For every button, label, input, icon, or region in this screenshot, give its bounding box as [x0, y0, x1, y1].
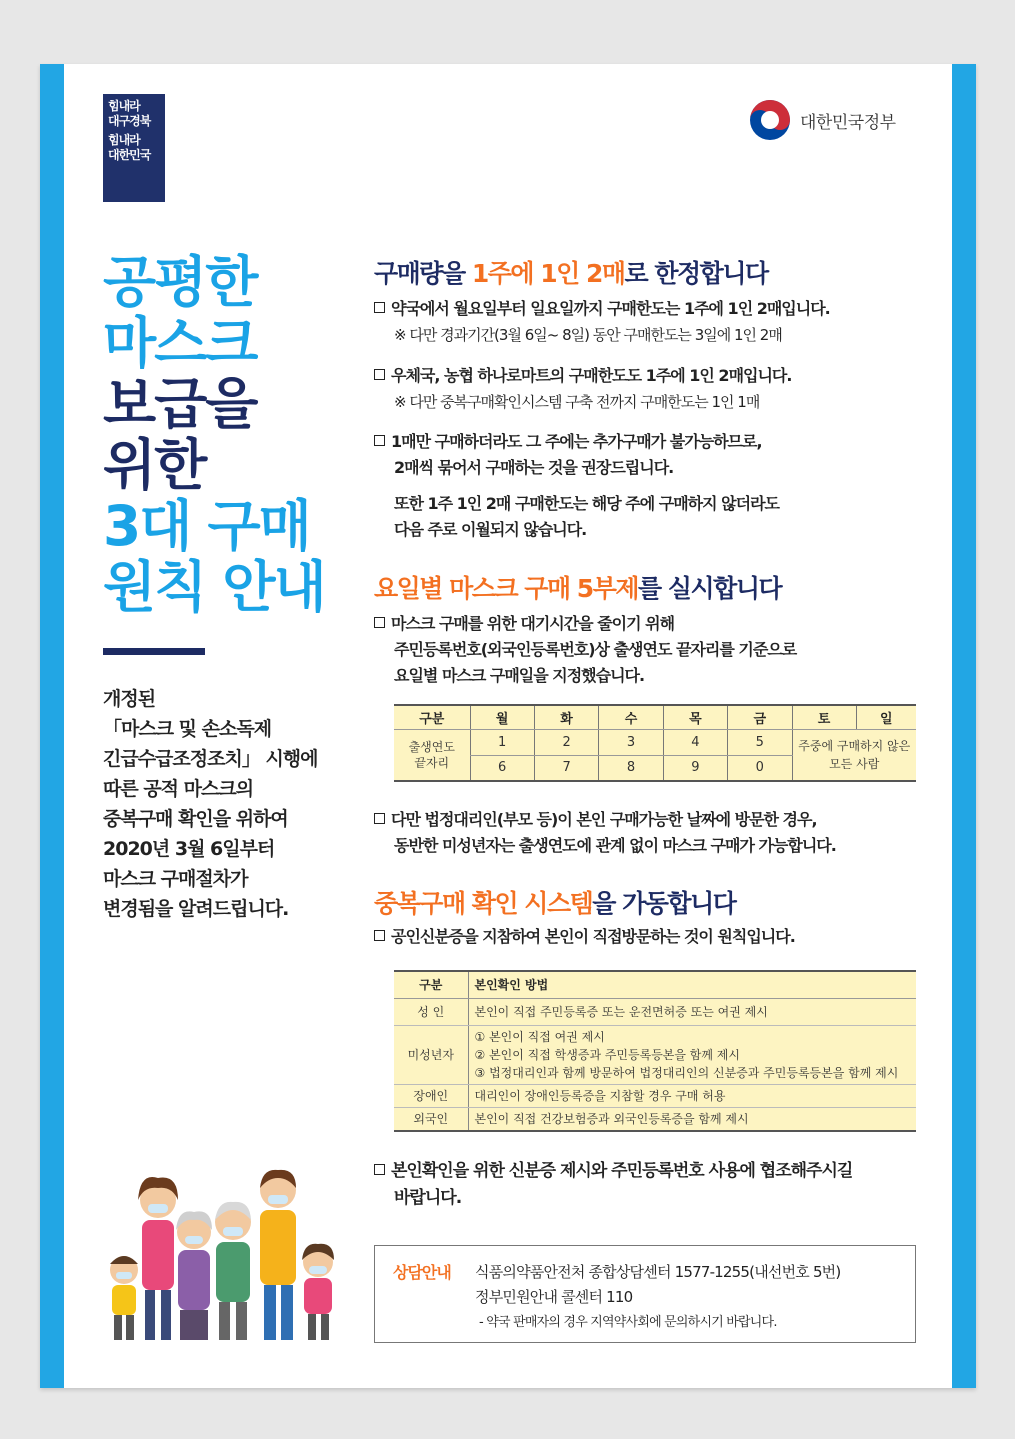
table-cell: 본인이 직접 주민등록증 또는 운전면허증 또는 여권 제시	[468, 998, 916, 1025]
row-label	[394, 729, 470, 781]
bullet-text: 1매만 구매하더라도 그 주에는 추가구매가 불가능하므로,	[391, 432, 762, 451]
table-row	[394, 998, 916, 1025]
section-purchase-limit	[374, 254, 919, 543]
intro-line: 개정된	[103, 688, 156, 710]
method-line: ① 본인이 직접 여권 제시	[474, 1029, 605, 1044]
intro-line: 중복구매 확인을 위하여	[103, 808, 288, 830]
table-row	[394, 1084, 916, 1107]
heading-part: 를 실시합니다	[638, 574, 782, 603]
bullet-item	[374, 1158, 919, 1185]
bullet-text: 약국에서 월요일부터 일요일까지 구매한도는 1주에 1인 2매입니다.	[391, 299, 830, 318]
bullet-note: ※ 다만 중복구매확인시스템 구축 전까지 구매한도는 1인 1매	[394, 393, 760, 411]
contact-line: 정부민원안내 콜센터 110	[475, 1288, 633, 1306]
heading-part: 로 한정합니다	[624, 259, 768, 288]
table-row	[394, 1107, 916, 1131]
table-cell: 외국인	[394, 1107, 468, 1131]
bullet-item	[374, 296, 919, 322]
table-cell: 8	[599, 755, 663, 781]
grandmother-figure	[176, 1211, 212, 1340]
table-header: 구분	[394, 705, 470, 729]
bullet-text: 마스크 구매를 위한 대기시간을 줄이기 위해	[391, 614, 675, 633]
table-header-row	[394, 705, 916, 729]
table-cell: 성 인	[394, 998, 468, 1025]
bullet-text: 주민등록번호(외국인등록번호)상 출생연도 끝자리를 기준으로	[394, 640, 797, 659]
title-divider	[103, 648, 205, 655]
weekday-table	[394, 704, 916, 782]
table-header: 금	[728, 705, 792, 729]
row-label-line: 끝자리	[414, 755, 450, 770]
title-line: 마스크	[103, 311, 257, 375]
father-figure	[260, 1170, 296, 1340]
intro-line: 마스크 구매절차가	[103, 868, 248, 890]
bullet-text: 요일별 마스크 구매일을 지정했습니다.	[394, 666, 645, 685]
weekend-line: 모든 사람	[829, 756, 880, 771]
main-title	[103, 252, 325, 618]
section-heading	[374, 254, 919, 290]
intro-line: 「마스크 및 손소독제	[103, 718, 272, 740]
title-line: 원칙 안내	[103, 555, 325, 619]
checkbox-icon	[374, 813, 385, 824]
heading-part: 요일별 마스크 구매 5부제	[374, 574, 639, 603]
table-cell: 6	[470, 755, 534, 781]
title-line: 공평한	[103, 250, 257, 314]
heading-part: 중복구매 확인 시스템	[374, 889, 593, 918]
bullet-text: 다만 법정대리인(부모 등)이 본인 구매가능한 날짜에 방문한 경우,	[391, 810, 817, 829]
table-header: 목	[663, 705, 727, 729]
table-header: 일	[856, 705, 916, 729]
child-left-figure	[110, 1256, 138, 1340]
contact-line: 식품의약품안전처 종합상담센터 1577-1255(내선번호 5번)	[475, 1263, 841, 1281]
bullet-note: ※ 다만 경과기간(3월 6일~ 8일) 동안 구매한도는 3일에 1인 2매	[394, 326, 782, 344]
heading-part: 1주에 1인 2매	[471, 259, 625, 288]
table-cell: 2	[534, 729, 598, 755]
bullet-text: 동반한 미성년자는 출생연도에 관계 없이 마스크 구매가 가능합니다.	[394, 836, 836, 855]
bullet-item	[374, 429, 919, 455]
table-cell: 4	[663, 729, 727, 755]
title-line: 위한	[103, 433, 206, 497]
table-header: 월	[470, 705, 534, 729]
checkbox-icon	[374, 435, 385, 446]
heading-part: 을 가동합니다	[592, 889, 736, 918]
intro-text	[103, 684, 343, 924]
taegeuk-icon	[748, 98, 792, 142]
intro-line: 긴급수급조정조치」 시행에	[103, 748, 318, 770]
logo-line: 힘내라	[108, 99, 140, 113]
title-line: 보급을	[103, 372, 257, 436]
table-row	[394, 1025, 916, 1084]
table-header-row	[394, 971, 916, 998]
checkbox-icon	[374, 617, 385, 628]
section-heading	[374, 569, 919, 605]
table-row	[394, 729, 916, 755]
checkbox-icon	[374, 1164, 385, 1175]
bullet-item	[374, 924, 919, 950]
right-accent-bar	[952, 64, 976, 1388]
section-heading	[374, 884, 919, 920]
bullet-text: 본인확인을 위한 신분증 제시와 주민등록번호 사용에 협조해주시길	[391, 1161, 853, 1181]
bullet-text: 2매씩 묶어서 구매하는 것을 권장드립니다.	[394, 458, 674, 477]
bullet-item	[374, 611, 919, 637]
section-duplicate-check	[374, 884, 919, 950]
table-header: 구분	[394, 971, 468, 998]
method-line: ③ 법정대리인과 함께 방문하여 법정대리인의 신분증과 주민등록등본을 함께 제시	[474, 1065, 899, 1080]
bullet-text: 공인신분증을 지참하여 본인이 직접방문하는 것이 원칙입니다.	[391, 927, 795, 946]
contact-lines	[475, 1260, 840, 1335]
table-cell: 본인이 직접 건강보험증과 외국인등록증을 함께 제시	[468, 1107, 916, 1131]
intro-line: 변경됨을 알려드립니다.	[103, 898, 289, 920]
child-right-figure	[302, 1244, 334, 1340]
section-weekday-system	[374, 569, 919, 689]
table-cell: 3	[599, 729, 663, 755]
table-header: 수	[599, 705, 663, 729]
weekend-cell	[792, 729, 916, 781]
weekend-line: 주중에 구매하지 않은	[798, 738, 911, 753]
intro-line: 따른 공적 마스크의	[103, 778, 254, 800]
left-accent-bar	[40, 64, 64, 1388]
bullet-text: 바랍니다.	[394, 1188, 462, 1208]
method-line: ② 본인이 직접 학생증과 주민등록등본을 함께 제시	[474, 1047, 740, 1062]
government-name: 대한민국정부	[800, 112, 896, 133]
campaign-logo	[103, 94, 165, 202]
mother-figure	[138, 1177, 178, 1340]
table-cell	[468, 1025, 916, 1084]
checkbox-icon	[374, 930, 385, 941]
contact-note: - 약국 판매자의 경우 지역약사회에 문의하시기 바랍니다.	[479, 1315, 777, 1330]
grandfather-figure	[215, 1202, 251, 1340]
guardian-note	[374, 807, 919, 859]
table-header: 본인확인 방법	[468, 971, 916, 998]
table-header: 화	[534, 705, 598, 729]
bullet-item	[374, 363, 919, 389]
family-illustration	[96, 1160, 346, 1350]
logo-line: 대구경북	[108, 114, 151, 128]
bullet-text: 우체국, 농협 하나로마트의 구매한도도 1주에 1인 2매입니다.	[391, 366, 792, 385]
table-header: 토	[792, 705, 856, 729]
cooperation-note	[374, 1158, 919, 1212]
row-label-line: 출생연도	[408, 739, 455, 754]
government-logo	[748, 98, 896, 142]
table-cell: 1	[470, 729, 534, 755]
table-cell: 대리인이 장애인등록증을 지참할 경우 구매 허용	[468, 1084, 916, 1107]
table-cell: 9	[663, 755, 727, 781]
table-cell: 7	[534, 755, 598, 781]
bullet-text: 또한 1주 1인 2매 구매한도는 해당 주에 구매하지 않더라도	[394, 494, 779, 513]
logo-line: 힘내라	[108, 133, 140, 147]
logo-line: 대한민국	[108, 148, 151, 162]
title-line: 3대 구매	[103, 494, 310, 558]
heading-part: 구매량을	[374, 259, 472, 288]
id-check-table	[394, 970, 916, 1132]
bullet-item	[374, 807, 919, 833]
checkbox-icon	[374, 302, 385, 313]
table-cell: 0	[728, 755, 792, 781]
table-cell: 미성년자	[394, 1025, 468, 1084]
bullet-text: 다음 주로 이월되지 않습니다.	[394, 520, 587, 539]
intro-line: 2020년 3월 6일부터	[103, 838, 275, 860]
table-cell: 5	[728, 729, 792, 755]
contact-label: 상담안내	[393, 1263, 451, 1282]
contact-box	[374, 1245, 916, 1343]
table-cell: 장애인	[394, 1084, 468, 1107]
checkbox-icon	[374, 369, 385, 380]
